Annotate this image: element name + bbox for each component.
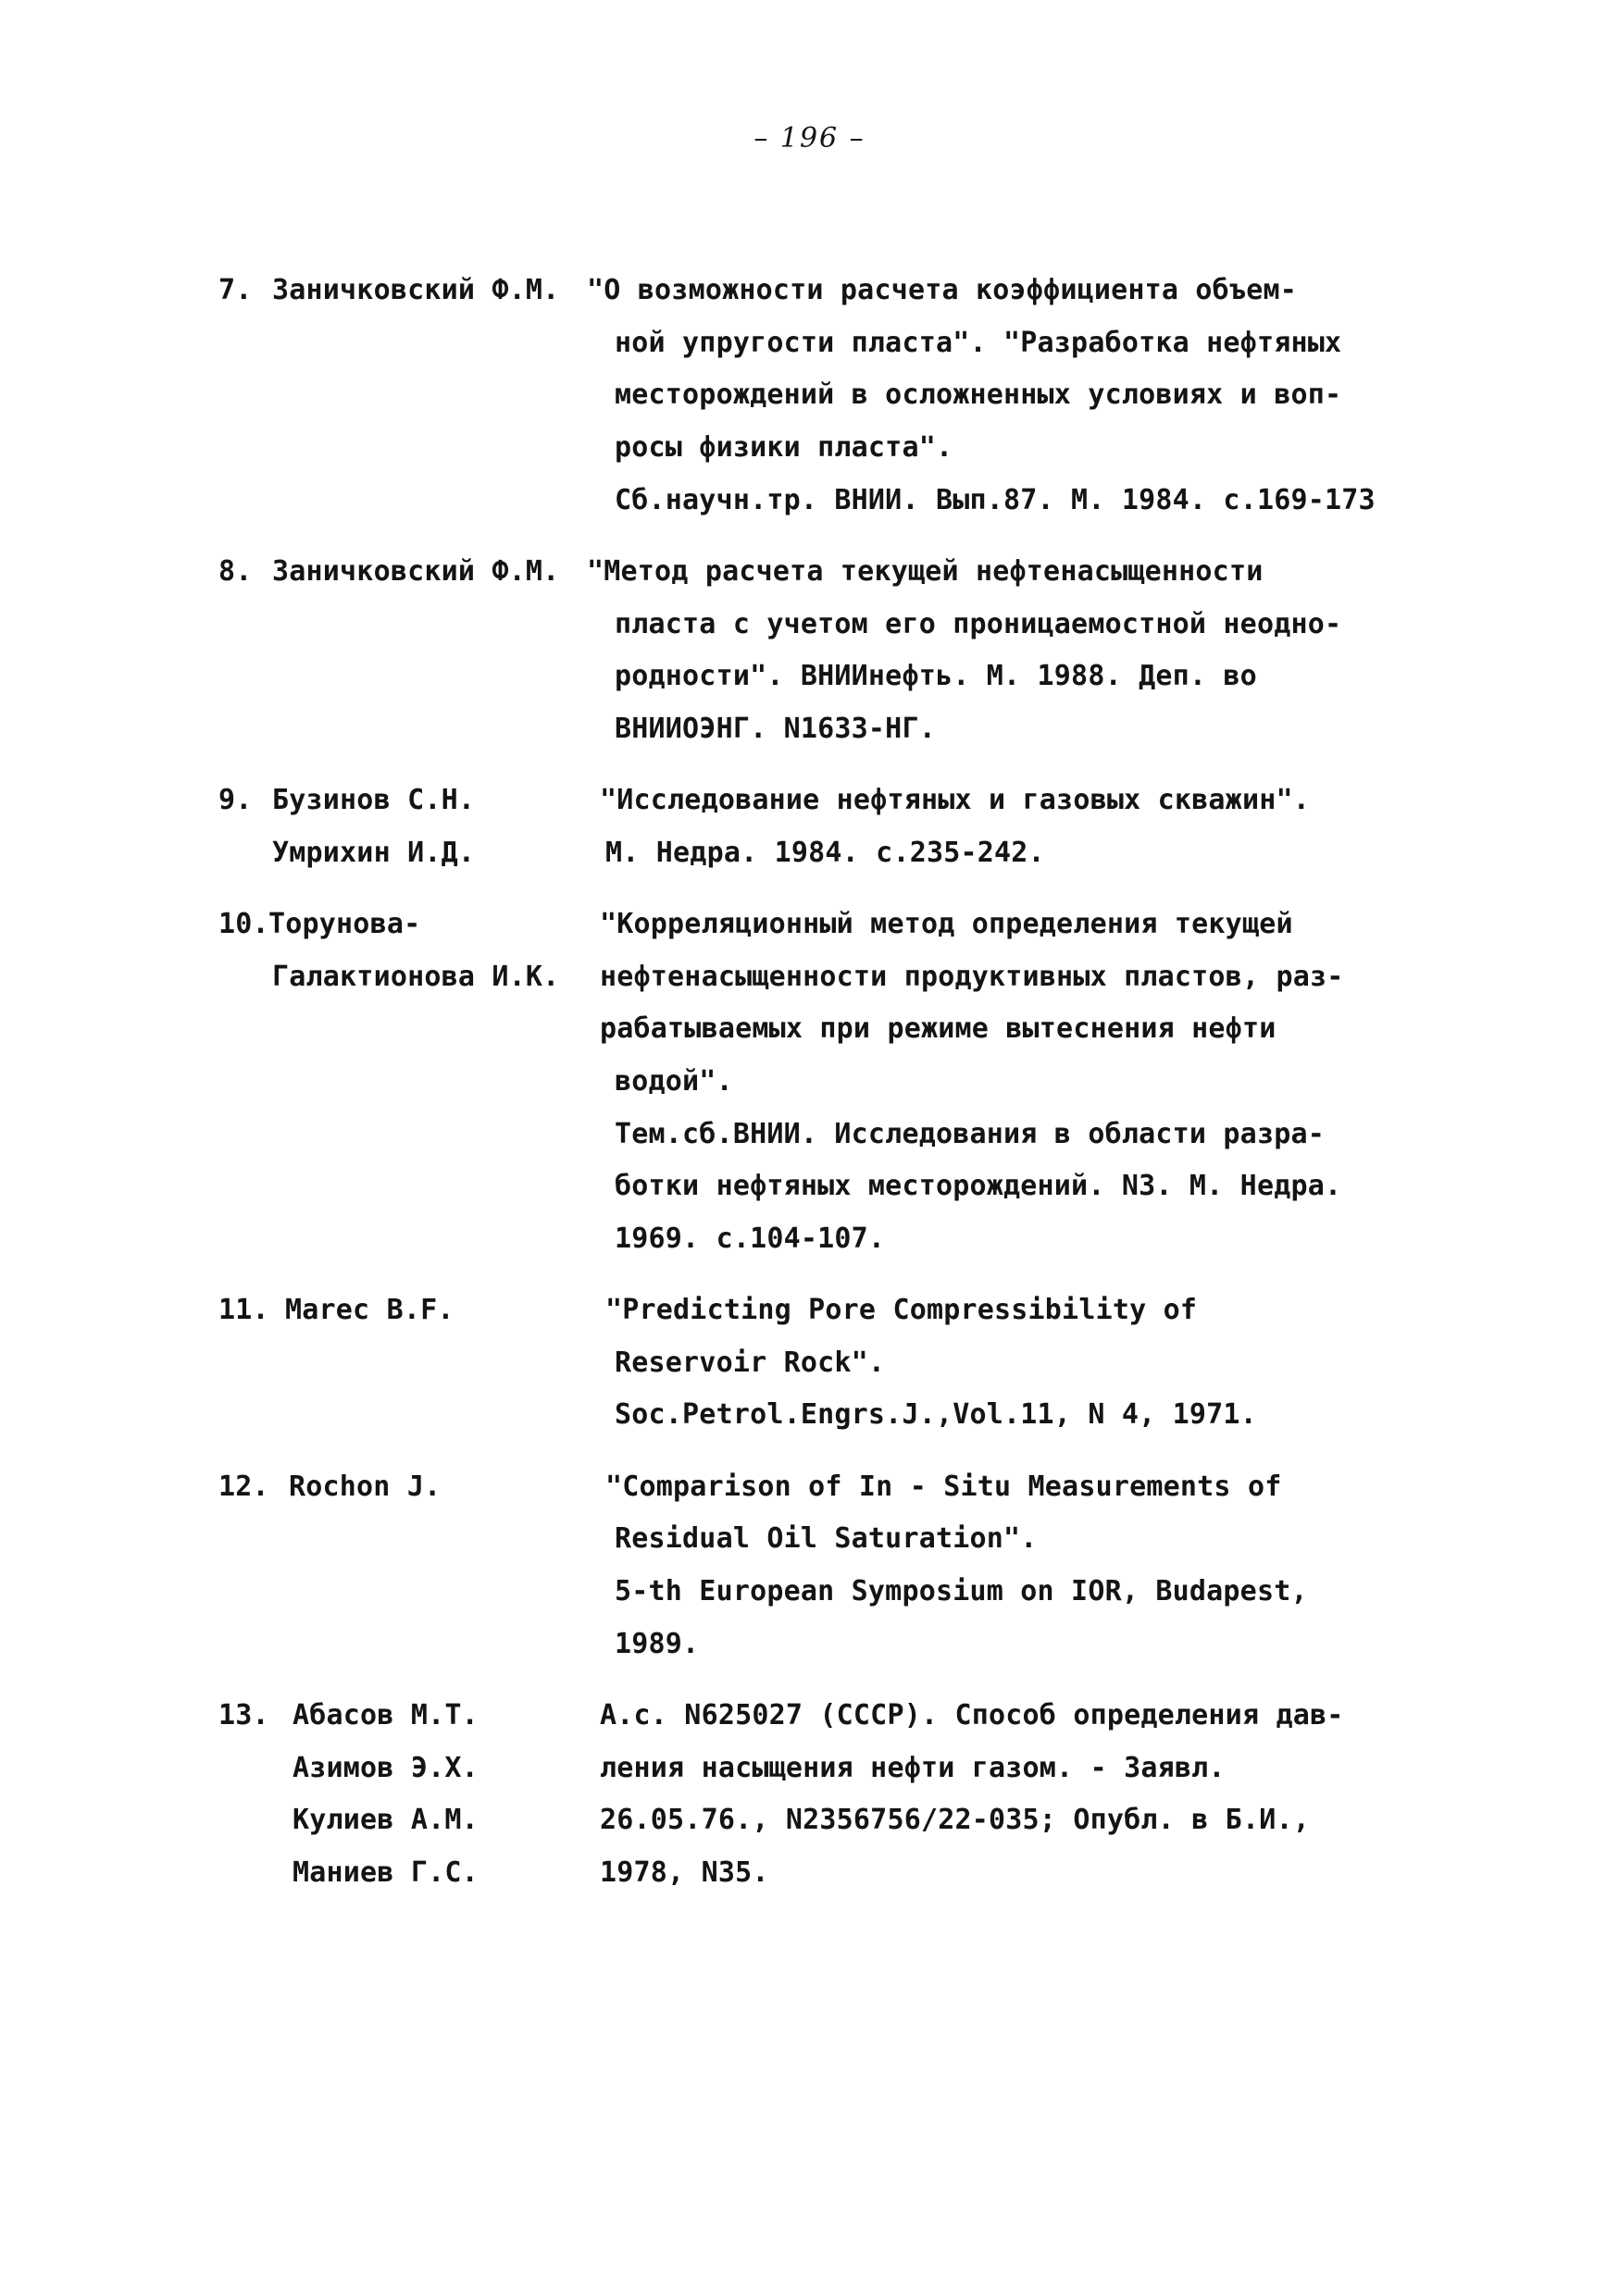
ref-13-line-3: 26.05.76., N2356756/22-035; Опубл. в Б.И., xyxy=(600,1804,1310,1836)
ref-9-author-1: Бузинов С.Н. xyxy=(272,784,476,816)
ref-8-line-2: пласта с учетом его проницаемостной неодно- xyxy=(615,608,1342,640)
ref-12-line-1: "Comparison of In - Situ Measurements of xyxy=(605,1471,1282,1503)
ref-10-author-2: Галактионова И.К. xyxy=(272,961,560,993)
ref-12-author: Rochon J. xyxy=(289,1471,442,1503)
ref-8-author: Заничковский Ф.М. xyxy=(272,555,560,588)
ref-8-line-3: родности". ВНИИнефть. М. 1988. Деп. во xyxy=(615,660,1257,692)
ref-10-line-2: нефтенасыщенности продуктивных пластов, раз- xyxy=(600,961,1344,993)
ref-13-line-4: 1978, N35. xyxy=(600,1856,769,1889)
ref-8-line-1: "Метод расчета текущей нефтенасыщенности xyxy=(587,555,1264,588)
ref-12-number: 12. xyxy=(218,1471,269,1503)
ref-10-line-5: Тем.сб.ВНИИ. Исследования в области разра- xyxy=(615,1118,1325,1150)
ref-9-line-1: "Исследование нефтяных и газовых скважин". xyxy=(600,784,1310,816)
ref-11-line-1: "Predicting Pore Compressibility of xyxy=(605,1294,1198,1326)
ref-12-line-2: Residual Oil Saturation". xyxy=(615,1522,1038,1555)
ref-10-line-7: 1969. с.104-107. xyxy=(615,1222,886,1255)
ref-13-author-4: Маниев Г.С. xyxy=(293,1856,479,1889)
ref-13-line-2: ления насыщения нефти газом. - Заявл. xyxy=(600,1752,1226,1784)
ref-13-author-2: Азимов Э.Х. xyxy=(293,1752,479,1784)
ref-7-number: 7. xyxy=(218,274,253,306)
ref-8-line-4: ВНИИОЭНГ. N1633-НГ. xyxy=(615,713,936,745)
ref-13-author-3: Кулиев А.М. xyxy=(293,1804,479,1836)
ref-10-number: 10. xyxy=(218,908,269,940)
ref-7-line-5: Сб.научн.тр. ВНИИ. Вып.87. М. 1984. с.169-173 xyxy=(615,484,1376,516)
ref-13-line-1: А.с. N625027 (СССР). Способ определения дав- xyxy=(600,1699,1344,1731)
ref-10-author-1: Торунова- xyxy=(268,908,421,940)
ref-8-number: 8. xyxy=(218,555,253,588)
ref-13-number: 13. xyxy=(218,1699,269,1731)
ref-11-author: Marec B.F. xyxy=(285,1294,455,1326)
ref-10-line-4: водой". xyxy=(615,1065,733,1098)
ref-7-line-1: "О возможности расчета коэффициента объем- xyxy=(587,274,1297,306)
page-number: – 196 – xyxy=(753,122,866,155)
ref-11-line-3: Soc.Petrol.Engrs.J.,Vol.11, N 4, 1971. xyxy=(615,1398,1257,1431)
ref-13-author-1: Абасов М.Т. xyxy=(293,1699,479,1731)
ref-7-line-4: росы физики пласта". xyxy=(615,431,953,464)
ref-7-line-3: месторождений в осложненных условиях и воп- xyxy=(615,379,1342,411)
ref-7-author: Заничковский Ф.М. xyxy=(272,274,560,306)
ref-7-line-2: ной упругости пласта". "Разработка нефтяных xyxy=(615,327,1342,359)
ref-12-line-3: 5-th European Symposium on IOR, Budapest, xyxy=(615,1575,1308,1607)
ref-10-line-3: рабатываемых при режиме вытеснения нефти xyxy=(600,1012,1277,1045)
ref-11-number: 11. xyxy=(218,1294,269,1326)
ref-10-line-6: ботки нефтяных месторождений. N3. М. Недра. xyxy=(615,1170,1342,1202)
ref-10-line-1: "Корреляционный метод определения текущей xyxy=(600,908,1293,940)
ref-9-author-2: Умрихин И.Д. xyxy=(272,837,476,869)
ref-12-line-4: 1989. xyxy=(615,1628,700,1660)
ref-9-line-2: М. Недра. 1984. с.235-242. xyxy=(605,837,1045,869)
ref-11-line-2: Reservoir Rock". xyxy=(615,1347,886,1379)
ref-9-number: 9. xyxy=(218,784,253,816)
